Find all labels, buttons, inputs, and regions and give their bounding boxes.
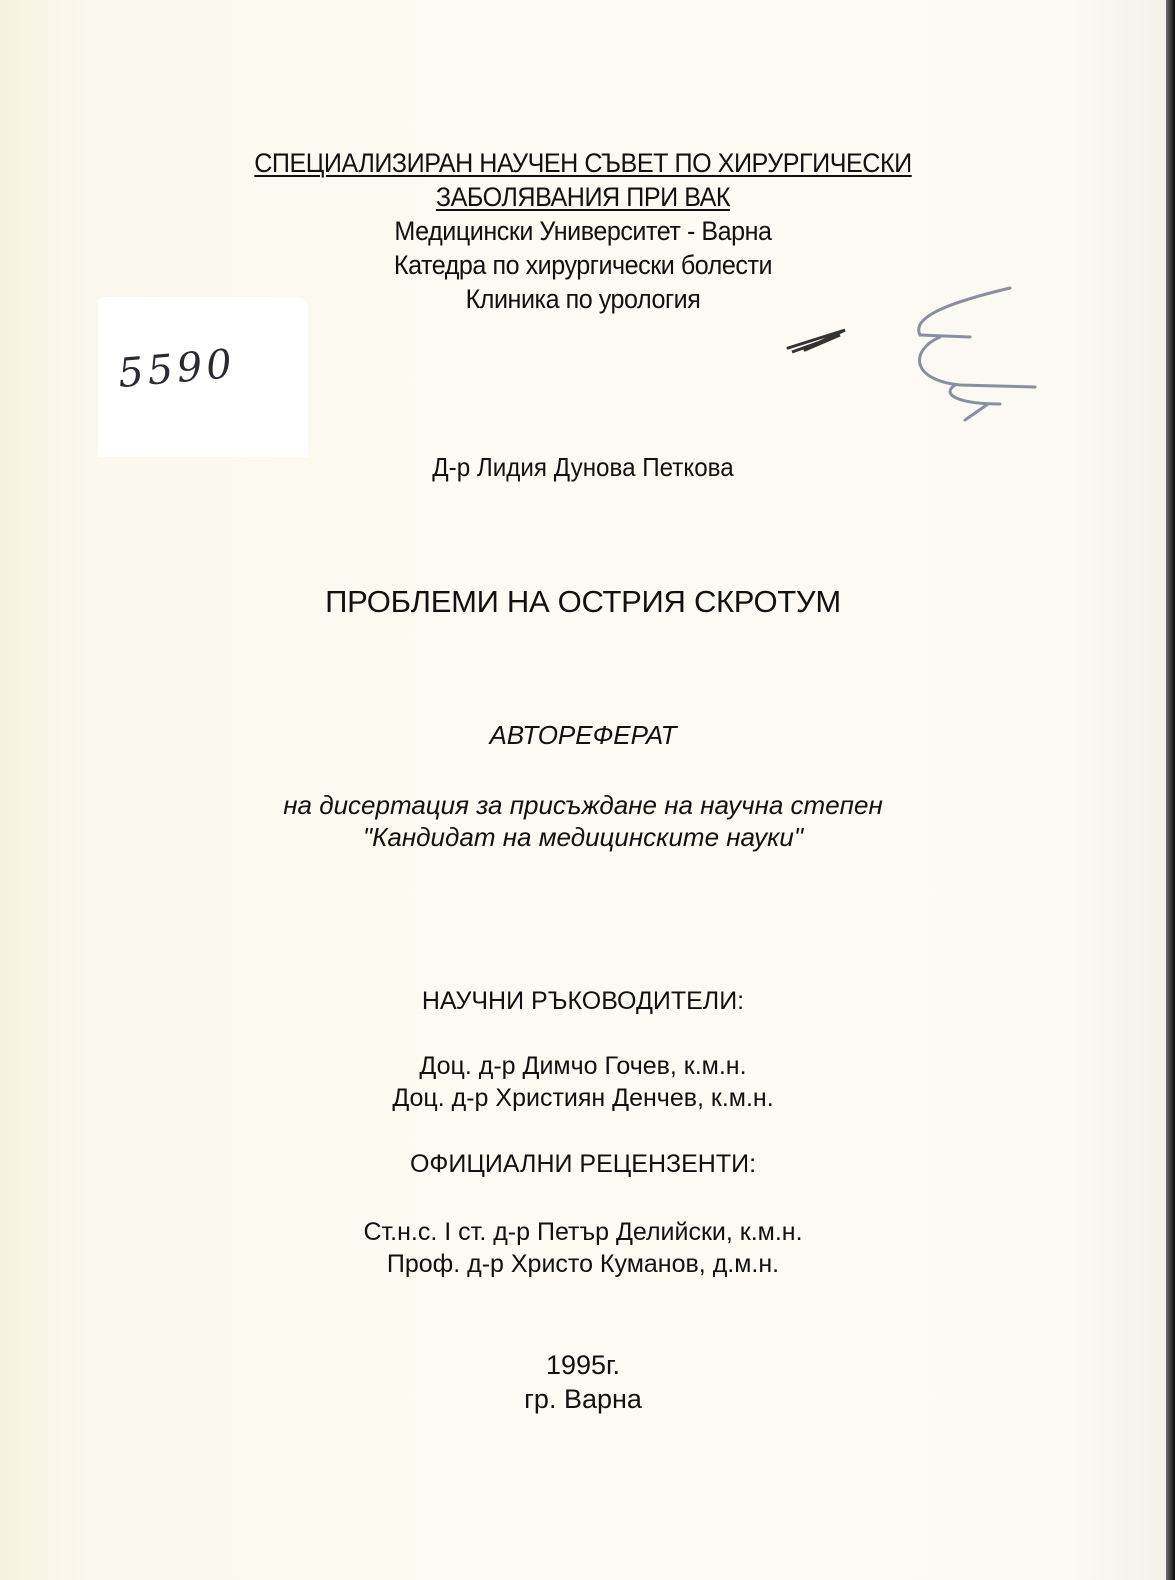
document-type: АВТОРЕФЕРАТ [489, 720, 677, 750]
council-name-line1: СПЕЦИАЛИЗИРАН НАУЧЕН СЪВЕТ ПО ХИРУРГИЧЕСКИ [254, 148, 912, 178]
department-name: Катедра по хирургически болести [393, 250, 773, 280]
publication-city: гр. Варна [524, 1384, 642, 1414]
handwritten-inventory-number: 5590 [116, 340, 238, 398]
council-name-line2: ЗАБОЛЯВАНИЯ ПРИ ВАК [435, 182, 731, 212]
university-name: Медицински Университет - Варна [394, 216, 772, 246]
author-name: Д-р Лидия Дунова Петкова [432, 452, 734, 482]
reviewer-name: Проф. д-р Христо Куманов, д.м.н. [386, 1250, 780, 1278]
supervisors-heading: НАУЧНИ РЪКОВОДИТЕЛИ: [421, 987, 745, 1015]
purpose-line1: на дисертация за присъждане на научна степен [283, 790, 883, 820]
publication-year: 1995г. [545, 1350, 621, 1380]
supervisor-name: Доц. д-р Димчо Гочев, к.м.н. [419, 1052, 747, 1080]
scan-edge-shadow [1166, 0, 1175, 1580]
reviewer-name: Ст.н.с. I ст. д-р Петър Делийски, к.м.н. [363, 1218, 803, 1246]
clinic-name: Клиника по урология [465, 284, 701, 314]
purpose-line2: "Кандидат на медицинските науки" [362, 822, 804, 852]
reviewers-heading: ОФИЦИАЛНИ РЕЦЕНЗЕНТИ: [409, 1150, 757, 1178]
document-title: ПРОБЛЕМИ НА ОСТРИЯ СКРОТУМ [325, 584, 841, 619]
supervisor-name: Доц. д-р Християн Денчев, к.м.н. [392, 1084, 774, 1112]
